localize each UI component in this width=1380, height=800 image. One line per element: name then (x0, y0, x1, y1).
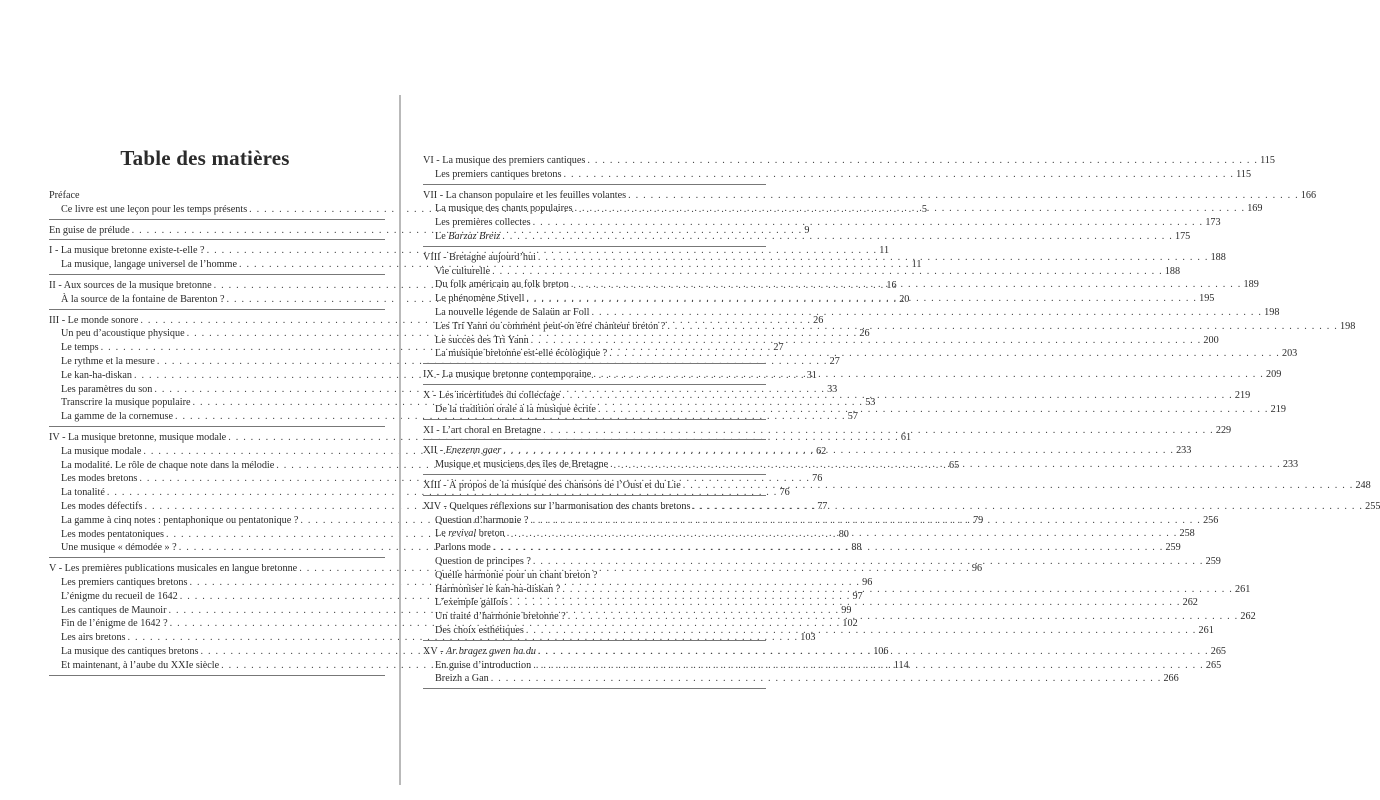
toc-section-entry (49, 486, 790, 500)
book-gutter (399, 95, 401, 785)
toc-section-entry (423, 569, 766, 583)
toc-entry-title: Le revival breton (435, 528, 505, 540)
toc-page-number: 76 (779, 487, 790, 499)
italic-fragment: revival (448, 528, 477, 540)
dot-leader (533, 216, 1204, 230)
toc-entry-title: Le succès des Tri Yann (435, 334, 529, 346)
toc-page-number: 258 (1179, 528, 1195, 540)
toc-page-number: 57 (847, 411, 858, 423)
toc-entry-title: XI - L’art choral en Bretagne (423, 424, 542, 436)
toc-page-number: 11 (911, 259, 922, 271)
toc-entry-title: Les modes pentatoniques (61, 528, 164, 540)
toc-entry-title: V - Les premières publications musicales en langue bretonne (49, 563, 298, 575)
dot-leader (667, 320, 1338, 334)
toc-page-number: 188 (1164, 265, 1181, 277)
toc-page-number: 200 (1203, 334, 1219, 346)
toc-entry-title: X - Les incertitudes du collectage (423, 389, 561, 401)
dot-leader (502, 230, 1173, 244)
toc-page-number: 31 (806, 369, 817, 381)
toc-page-number: 27 (773, 342, 784, 354)
dot-leader (492, 265, 1163, 279)
toc-section-entry (423, 216, 1221, 230)
toc-page-number: 198 (1340, 320, 1356, 332)
toc-page-number: 188 (1210, 251, 1226, 263)
italic-fragment: Ar bragez gwen ha du (446, 645, 537, 657)
toc-page-number: 103 (800, 632, 816, 644)
toc-entry-title: Les Tri Yann ou comment peut-on être chanteur breton ? (435, 320, 666, 332)
toc-section-entry (49, 410, 858, 424)
toc-entry-title: De la tradition orale à la musique écrite (435, 403, 596, 415)
toc-page-number: 33 (827, 383, 838, 395)
dot-leader (491, 672, 1162, 686)
toc-entry-title: La gamme à cinq notes : pentaphonique ou pentatonique ? (61, 514, 299, 526)
dot-leader (531, 334, 1202, 348)
toc-entry-title: Les premiers cantiques bretons (61, 576, 188, 588)
toc-page-number: 62 (816, 445, 827, 457)
toc-page-number: 9 (804, 224, 810, 236)
italic-fragment: Enezenn gaer (445, 445, 502, 457)
toc-entry-title: La musique modale (61, 445, 142, 457)
toc-page-number: 256 (1203, 514, 1219, 526)
toc-page-number: 5 (921, 203, 927, 215)
dot-leader (692, 500, 1363, 514)
toc-page-number: 53 (865, 397, 876, 409)
toc-page-number: 262 (1182, 597, 1198, 609)
toc-page-number: 189 (1243, 279, 1259, 291)
dot-leader (562, 583, 1233, 597)
dot-leader (683, 479, 1354, 493)
toc-page-number: 16 (886, 279, 897, 291)
toc-page-number: 169 (1247, 203, 1263, 215)
toc-entry-title: Musique et musiciens des îles de Bretagne (435, 459, 609, 471)
toc-entry-title: Les premiers cantiques bretons (435, 168, 562, 180)
page-title: Table des matières (120, 146, 290, 170)
toc-entry-title: La gamme de la cornemuse (61, 411, 174, 423)
toc-section-entry (423, 230, 1191, 244)
toc-entry-title: La musique des cantiques bretons (61, 645, 199, 657)
toc-page-number: 233 (1176, 445, 1192, 457)
toc-entry-title: Le rythme et la mesure (61, 355, 155, 367)
dot-leader (593, 368, 1264, 382)
toc-entry-title: Les modes bretons (61, 473, 138, 485)
toc-entry-title: Breizh a Gan (435, 673, 489, 685)
toc-page-number: 259 (1205, 555, 1221, 567)
toc-page-number: 26 (859, 328, 870, 340)
toc-entry-title: Quelle harmonie pour un chant breton ? (435, 569, 598, 581)
toc-entry-title: XV - Ar bragez gwen ha du (423, 645, 537, 657)
toc-entry-title: XIV - Quelques réflexions sur l’harmonisation des chants bretons (423, 500, 691, 512)
toc-entry-title: Une musique « démodée » ? (61, 542, 177, 554)
toc-page-number: 97 (852, 590, 863, 602)
toc-page-number: 79 (973, 514, 984, 526)
toc-entry-title: VII - La chanson populaire et les feuilles volantes (423, 189, 627, 201)
toc-page-number: 80 (838, 528, 849, 540)
toc-entry-title: Fin de l’énigme de 1642 ? (61, 618, 168, 630)
toc-section-entry (49, 631, 816, 645)
toc-page-number: 115 (1260, 155, 1275, 166)
toc-entry-title: Le phénomène Stivell (435, 293, 525, 305)
toc-entry-title: Vie culturelle (435, 265, 491, 277)
toc-chapter-group (423, 154, 1275, 185)
toc-entry-title: La musique des chants populaires (435, 203, 573, 215)
toc-entry-title: Les cantiques de Maunoir (61, 604, 167, 616)
toc-entry-title: III - Le monde sonore (49, 314, 139, 326)
toc-chapter-entry (423, 154, 1275, 168)
toc-entry-title: IX - La musique bretonne contemporaine (423, 369, 592, 381)
toc-page-number: 262 (1240, 611, 1256, 623)
toc-page-number: 11 (879, 245, 890, 257)
toc-page-number: 195 (1199, 293, 1215, 305)
toc-entry-title: La nouvelle légende de Salaün ar Foll (435, 306, 590, 318)
toc-entry-title: L’énigme du recueil de 1642 (61, 590, 178, 602)
toc-page-number: 76 (812, 473, 823, 485)
toc-page-number: 20 (899, 293, 910, 305)
toc-page-number: 261 (1235, 583, 1251, 595)
toc-entry-title: II - Aux sources de la musique bretonne (49, 279, 212, 291)
toc-page-number: 219 (1270, 403, 1286, 415)
toc-entry-title: Les modes défectifs (61, 500, 143, 512)
toc-entry-title: En guise de prélude (49, 224, 130, 236)
toc-page-number: 77 (817, 500, 828, 512)
toc-chapter-entry (423, 189, 1317, 203)
toc-page-number: 115 (1236, 168, 1252, 180)
toc-entry-title: En guise d’introduction (435, 659, 532, 671)
toc-page-number: 261 (1198, 624, 1214, 636)
toc-page-number: 203 (1281, 348, 1298, 360)
dot-leader (568, 610, 1239, 624)
dot-leader (575, 202, 1246, 216)
dot-leader (507, 527, 1178, 541)
toc-entry-title: Les premières collectes (435, 217, 531, 229)
dot-leader (533, 659, 1204, 673)
toc-entry-title: Les airs bretons (61, 632, 126, 644)
toc-entry-title: Parlons mode (435, 542, 491, 554)
toc-page-number: 114 (893, 659, 909, 671)
toc-page-number: 175 (1174, 230, 1191, 242)
dot-leader (526, 624, 1197, 638)
dot-leader (533, 555, 1204, 569)
toc-page-number: 173 (1205, 217, 1221, 229)
dot-leader (543, 424, 1214, 438)
toc-page-number: 255 (1365, 500, 1380, 512)
toc-entry-title: Le temps (61, 342, 99, 354)
toc-page-number: 266 (1163, 673, 1179, 685)
toc-entry-title: Le Barzaz Breiz (435, 230, 501, 242)
toc-entry-title: L’exemple gallois (435, 597, 508, 609)
toc-entry-title: Harmoniser le kan-ha-diskan ? (435, 583, 561, 595)
toc-page-number: 96 (971, 563, 983, 575)
dot-leader (503, 444, 1174, 458)
dot-leader (571, 278, 1242, 292)
toc-page-number: 88 (851, 542, 862, 554)
toc-entry-title: Préface (49, 190, 80, 201)
dot-leader (493, 541, 1164, 555)
toc-entry-title: Ce livre est une leçon pour les temps présents (61, 203, 248, 215)
toc-section-entry (423, 202, 1263, 216)
toc-section-entry (423, 168, 1252, 182)
toc-page-number: 229 (1215, 424, 1232, 436)
toc-entry-title: I - La musique bretonne existe-t-elle ? (49, 245, 205, 257)
toc-section-entry (423, 672, 1179, 686)
toc-entry-title: À la source de la fontaine de Barenton ? (61, 293, 225, 305)
dot-leader (538, 645, 1209, 659)
dot-leader (587, 154, 1258, 168)
toc-entry-title: Du folk américain au folk breton (435, 279, 569, 291)
toc-page-number: 265 (1210, 645, 1227, 657)
dot-leader (538, 251, 1209, 265)
toc-chapter-group (423, 189, 1317, 247)
toc-entry-title: Le kan-ha-diskan (61, 369, 132, 381)
dot-leader (562, 389, 1233, 403)
toc-entry-title: XIII - À propos de la musique des chansons de l’Oust et du Lie (423, 479, 681, 491)
toc-section-entry (49, 355, 840, 369)
toc-page-number: 106 (873, 645, 889, 657)
dot-leader (598, 403, 1269, 417)
toc-page-number: 65 (949, 459, 960, 471)
toc-entry-title: La tonalité (61, 487, 105, 499)
dot-leader (526, 292, 1197, 306)
toc-entry-title: Transcrire la musique populaire (61, 397, 191, 409)
toc-entry-title: Un traité d’harmonie bretonne ? (435, 611, 566, 623)
toc-entry-title: Des choix esthétiques (435, 624, 524, 636)
toc-entry-title: La modalité. Le rôle de chaque note dans la mélodie (61, 459, 275, 471)
toc-entry-title: VI - La musique des premiers cantiques (423, 155, 586, 166)
toc-page-number: 102 (842, 618, 858, 630)
toc-entry-title: VIII - Bretagne aujourd’hui (423, 251, 536, 263)
toc-entry-title: La musique bretonne est-elle écologique ? (435, 348, 608, 360)
toc-chapter-entry (49, 189, 385, 203)
toc-entry-title: XII - Enezenn gaer (423, 445, 502, 457)
toc-page-number: 26 (813, 314, 824, 326)
toc-page-number: 219 (1234, 389, 1251, 401)
dot-leader (609, 347, 1280, 361)
toc-entry-title: Question de principes ? (435, 555, 531, 567)
toc-page-number: 198 (1264, 306, 1280, 318)
dot-leader (530, 514, 1201, 528)
toc-page-number: 61 (900, 431, 912, 443)
toc-page-number: 248 (1355, 479, 1371, 491)
toc-entry-title: La musique, langage universel de l’homme (61, 259, 237, 271)
dot-leader (591, 306, 1262, 320)
toc-page-number: 265 (1205, 659, 1222, 671)
toc-page-number: 166 (1300, 189, 1317, 201)
dot-leader (563, 168, 1234, 182)
italic-fragment: Barzaz Breiz (448, 230, 501, 242)
toc-page-number: 259 (1165, 542, 1181, 554)
toc-entry-title: IV - La musique bretonne, musique modale (49, 431, 227, 443)
dot-leader (628, 189, 1299, 203)
toc-page-number: 99 (841, 604, 852, 616)
toc-page-number: 96 (862, 576, 873, 588)
toc-page-number: 233 (1282, 459, 1299, 471)
dot-leader (510, 596, 1181, 610)
toc-page-number: 27 (829, 355, 840, 367)
toc-entry-title: Un peu d’acoustique physique (61, 328, 185, 340)
toc-entry-title: Question d’harmonie ? (435, 514, 529, 526)
toc-chapter-entry (49, 431, 912, 445)
toc-entry-title: Les paramètres du son (61, 383, 153, 395)
toc-entry-title: Et maintenant, à l’aube du XXIe siècle (61, 659, 220, 671)
toc-page-number: 209 (1266, 369, 1282, 381)
dot-leader (610, 458, 1281, 472)
